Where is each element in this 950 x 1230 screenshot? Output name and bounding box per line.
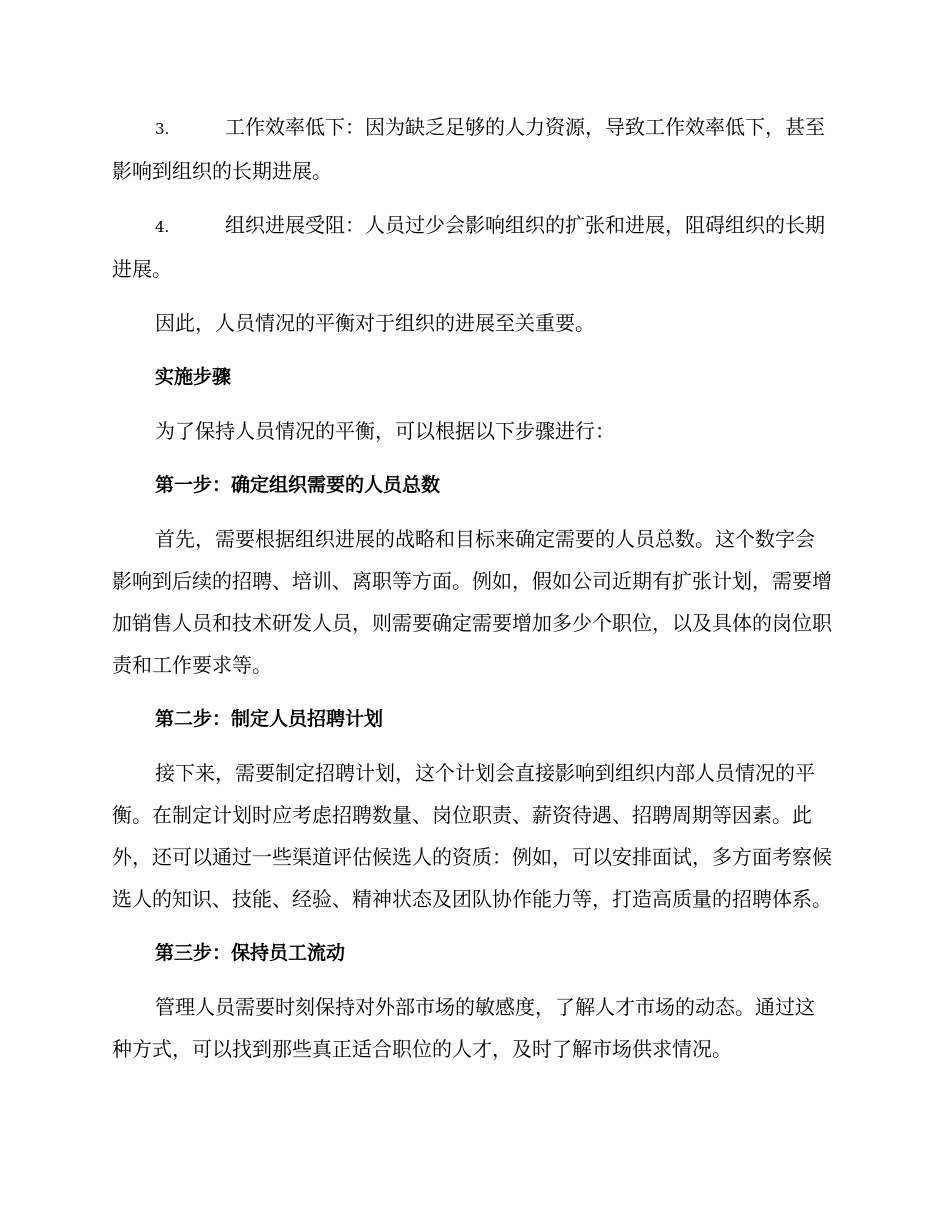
intro-paragraph: 为了保持人员情况的平衡，可以根据以下步骤进行： (155, 419, 615, 443)
step-3-paragraph: 管理人员需要时刻保持对外部市场的敏感度，了解人才市场的动态。通过这种方式，可以找到那些真正适合职位的人才，及时了解市场供求情况。 (112, 995, 815, 1061)
list-number: 3. (155, 120, 170, 138)
section-heading: 实施步骤 (155, 366, 232, 388)
step-1-heading: 第一步：确定组织需要的人员总数 (155, 474, 441, 496)
conclusion-paragraph: 因此，人员情况的平衡对于组织的进展至关重要。 (155, 311, 595, 335)
step-1-paragraph: 首先，需要根据组织进展的战略和目标来确定需要的人员总数。这个数字会影响到后续的招聘、培训、离职等方面。例如，假如公司近期有扩张计划，需要增加销售人员和技术研发人员，则需要确定需要增加多少个职位，以及具体的岗位职责和工作要求等。 (112, 527, 832, 677)
list-text: 组织进展受阻：人员过少会影响组织的扩张和进展，阻碍组织的长期进展。 (112, 213, 825, 281)
step-3-heading: 第三步：保持员工流动 (155, 942, 346, 964)
document-body (112, 106, 834, 1082)
list-item-4 (112, 204, 834, 290)
list-number: 4. (155, 218, 170, 236)
step-2-heading: 第二步：制定人员招聘计划 (155, 708, 384, 730)
list-item-3 (112, 106, 834, 192)
step-2-paragraph: 接下来，需要制定招聘计划，这个计划会直接影响到组织内部人员情况的平衡。在制定计划时应考虑招聘数量、岗位职责、薪资待遇、招聘周期等因素。此外，还可以通过一些渠道评估候选人的资质：例如，可以安排面试，多方面考察候选人的知识、技能、经验、精神状态及团队协作能力等，打造高质量的招聘体系。 (112, 761, 832, 911)
list-text: 工作效率低下：因为缺乏足够的人力资源，导致工作效率低下，甚至影响到组织的长期进展。 (112, 115, 825, 183)
